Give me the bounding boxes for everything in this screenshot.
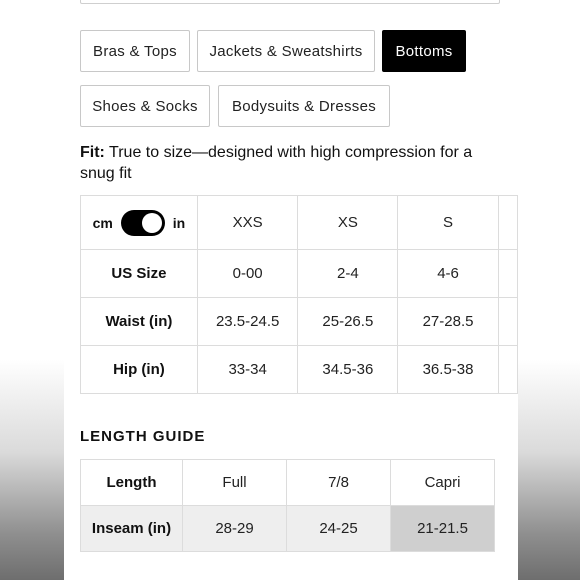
row-label-us-size: US Size <box>81 250 198 298</box>
fit-text: True to size—designed with high compression for a snug fit <box>80 144 473 182</box>
category-chip-jackets-sweatshirts[interactable]: Jackets & Sweatshirts <box>197 30 375 72</box>
table-cell: 36.5-38 <box>398 346 499 394</box>
table-cell: 25-26.5 <box>298 298 398 346</box>
inseam-row-label: Inseam (in) <box>81 506 183 552</box>
size-header-s: S <box>398 196 499 250</box>
table-cell: 28-29 <box>183 506 287 552</box>
table-cell-overflow <box>498 346 517 394</box>
unit-cm-label: cm <box>92 214 113 231</box>
table-cell-overflow <box>498 250 517 298</box>
fit-label: Fit: <box>80 144 105 161</box>
fit-description <box>80 142 500 184</box>
unit-toggle[interactable] <box>121 210 165 236</box>
table-cell: 33-34 <box>197 346 298 394</box>
category-chip-shoes-socks[interactable]: Shoes & Socks <box>80 85 210 127</box>
size-header-overflow <box>498 196 517 250</box>
table-cell: 27-28.5 <box>398 298 499 346</box>
length-header-row <box>81 460 495 506</box>
table-cell: 2-4 <box>298 250 398 298</box>
unit-toggle-cell <box>81 196 198 250</box>
unit-in-label: in <box>172 214 186 231</box>
table-row <box>81 298 518 346</box>
toggle-knob <box>142 213 162 233</box>
size-header-xs: XS <box>298 196 398 250</box>
length-guide-table <box>80 459 495 552</box>
inseam-row <box>81 506 495 552</box>
table-row <box>81 346 518 394</box>
row-label-waist: Waist (in) <box>81 298 198 346</box>
length-row-label: Length <box>81 460 183 506</box>
length-col-7-8: 7/8 <box>287 460 391 506</box>
table-cell: 24-25 <box>287 506 391 552</box>
category-chip-bras-tops[interactable]: Bras & Tops <box>80 30 190 72</box>
size-header-row <box>81 196 518 250</box>
row-label-hip: Hip (in) <box>81 346 198 394</box>
length-col-full: Full <box>183 460 287 506</box>
length-col-capri: Capri <box>391 460 495 506</box>
size-guide-panel <box>64 0 518 580</box>
table-cell: 4-6 <box>398 250 499 298</box>
size-header-xxs: XXS <box>197 196 298 250</box>
category-chip-bottoms[interactable]: Bottoms <box>382 30 466 72</box>
table-cell: 0-00 <box>197 250 298 298</box>
length-guide-title: LENGTH GUIDE <box>80 428 206 445</box>
table-cell-overflow <box>498 298 517 346</box>
size-chart-table <box>80 195 518 394</box>
category-chip-bodysuits-dresses[interactable]: Bodysuits & Dresses <box>218 85 390 127</box>
table-cell-highlighted: 21-21.5 <box>391 506 495 552</box>
table-row <box>81 250 518 298</box>
top-field[interactable] <box>80 0 500 4</box>
table-cell: 34.5-36 <box>298 346 398 394</box>
table-cell: 23.5-24.5 <box>197 298 298 346</box>
